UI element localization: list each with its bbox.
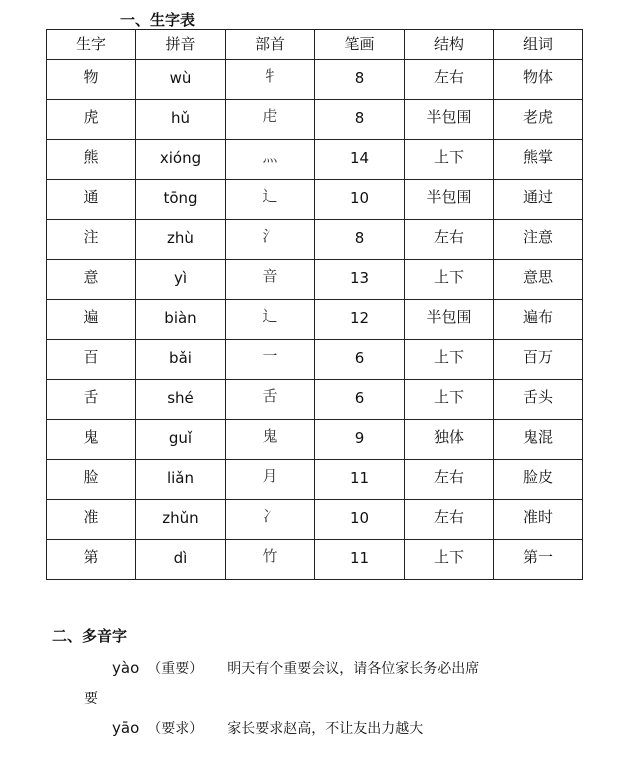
cell-character: 熊 bbox=[83, 148, 99, 166]
cell-strokes: 6 bbox=[354, 389, 365, 407]
cell-strokes: 6 bbox=[354, 349, 365, 367]
cell-character: 注 bbox=[83, 228, 99, 246]
table-cell bbox=[405, 420, 494, 460]
table-cell bbox=[405, 260, 494, 300]
cell-pinyin: shé bbox=[167, 389, 194, 407]
polyphone-character: 要 bbox=[84, 691, 98, 707]
cell-structure: 上下 bbox=[433, 268, 464, 286]
cell-words: 鬼混 bbox=[522, 428, 553, 446]
table-cell bbox=[494, 500, 583, 540]
table-cell bbox=[47, 420, 136, 460]
cell-strokes: 8 bbox=[354, 109, 365, 127]
table-cell bbox=[494, 420, 583, 460]
cell-strokes: 9 bbox=[354, 429, 365, 447]
header-pinyin: 拼音 bbox=[136, 30, 226, 60]
table-cell bbox=[47, 100, 136, 140]
cell-structure: 半包围 bbox=[426, 108, 472, 126]
cell-structure: 上下 bbox=[433, 548, 464, 566]
table-cell bbox=[136, 300, 226, 340]
table-cell bbox=[494, 100, 583, 140]
polyphone-reading-1 bbox=[112, 658, 479, 678]
header-character: 生字 bbox=[47, 30, 136, 60]
table-cell bbox=[494, 540, 583, 580]
table-cell bbox=[494, 300, 583, 340]
table-cell bbox=[405, 140, 494, 180]
table-row bbox=[47, 460, 583, 500]
table-cell bbox=[226, 540, 315, 580]
reading-pinyin: yào bbox=[112, 659, 140, 677]
cell-radical: 辶 bbox=[262, 307, 278, 325]
cell-radical: 氵 bbox=[262, 227, 278, 245]
cell-pinyin: biàn bbox=[164, 309, 197, 327]
cell-words: 意思 bbox=[522, 268, 553, 286]
cell-character: 准 bbox=[83, 508, 99, 526]
table-cell bbox=[405, 180, 494, 220]
cell-character: 意 bbox=[83, 268, 99, 286]
table-cell bbox=[136, 380, 226, 420]
table-cell bbox=[315, 340, 405, 380]
cell-character: 遍 bbox=[83, 308, 99, 326]
header-radical: 部首 bbox=[226, 30, 315, 60]
table-cell bbox=[494, 260, 583, 300]
table-cell bbox=[494, 220, 583, 260]
table-row bbox=[47, 420, 583, 460]
table-cell bbox=[405, 100, 494, 140]
table-row bbox=[47, 180, 583, 220]
table-row bbox=[47, 260, 583, 300]
cell-words: 熊掌 bbox=[522, 148, 553, 166]
table-cell bbox=[136, 260, 226, 300]
reading-pinyin: yāo bbox=[112, 719, 140, 737]
cell-radical: 音 bbox=[262, 267, 278, 285]
cell-strokes: 11 bbox=[349, 549, 370, 567]
cell-structure: 左右 bbox=[433, 468, 464, 486]
cell-radical: 竹 bbox=[262, 547, 278, 565]
reading-word: （重要） bbox=[147, 661, 204, 677]
table-cell bbox=[47, 260, 136, 300]
table-cell bbox=[226, 140, 315, 180]
cell-radical: 冫 bbox=[262, 507, 278, 525]
table-row bbox=[47, 220, 583, 260]
cell-strokes: 8 bbox=[354, 229, 365, 247]
table-cell bbox=[315, 100, 405, 140]
cell-character: 舌 bbox=[83, 388, 99, 406]
cell-pinyin: bǎi bbox=[169, 349, 192, 367]
cell-radical: 虍 bbox=[262, 107, 278, 125]
table-cell bbox=[405, 220, 494, 260]
cell-strokes: 14 bbox=[349, 149, 370, 167]
cell-structure: 左右 bbox=[433, 228, 464, 246]
cell-words: 遍布 bbox=[522, 308, 553, 326]
table-cell bbox=[494, 380, 583, 420]
cell-pinyin: xióng bbox=[159, 149, 202, 167]
cell-strokes: 10 bbox=[349, 189, 370, 207]
table-cell bbox=[136, 140, 226, 180]
cell-strokes: 12 bbox=[349, 309, 370, 327]
table-cell bbox=[315, 540, 405, 580]
table-cell bbox=[494, 340, 583, 380]
reading-sentence: 明天有个重要会议，请各位家长务必出席 bbox=[227, 661, 480, 677]
cell-words: 物体 bbox=[522, 68, 553, 86]
character-table bbox=[46, 29, 583, 580]
cell-character: 鬼 bbox=[83, 428, 99, 446]
cell-structure: 上下 bbox=[433, 148, 464, 166]
table-cell bbox=[226, 260, 315, 300]
cell-pinyin: hǔ bbox=[170, 109, 190, 127]
cell-pinyin: wù bbox=[169, 69, 192, 87]
polyphone-reading-2 bbox=[112, 718, 423, 738]
table-cell bbox=[47, 340, 136, 380]
cell-strokes: 10 bbox=[349, 509, 370, 527]
table-cell bbox=[47, 140, 136, 180]
table-cell bbox=[136, 500, 226, 540]
table-row bbox=[47, 60, 583, 100]
table-cell bbox=[47, 220, 136, 260]
cell-radical: 一 bbox=[262, 347, 278, 365]
cell-strokes: 13 bbox=[349, 269, 370, 287]
header-words: 组词 bbox=[494, 30, 583, 60]
cell-words: 准时 bbox=[522, 508, 553, 526]
table-cell bbox=[136, 180, 226, 220]
cell-words: 老虎 bbox=[522, 108, 553, 126]
cell-radical: 辶 bbox=[262, 187, 278, 205]
cell-pinyin: zhǔn bbox=[162, 509, 199, 527]
table-cell bbox=[47, 180, 136, 220]
table-cell bbox=[405, 460, 494, 500]
table-cell bbox=[405, 500, 494, 540]
cell-structure: 上下 bbox=[433, 388, 464, 406]
cell-character: 第 bbox=[83, 548, 99, 566]
cell-radical: 牜 bbox=[262, 67, 278, 85]
table-cell bbox=[47, 540, 136, 580]
cell-structure: 独体 bbox=[433, 428, 464, 446]
table-cell bbox=[315, 300, 405, 340]
cell-character: 虎 bbox=[83, 108, 99, 126]
cell-structure: 半包围 bbox=[426, 188, 472, 206]
table-cell bbox=[136, 340, 226, 380]
header-strokes: 笔画 bbox=[315, 30, 405, 60]
table-cell bbox=[315, 260, 405, 300]
section-title-polyphonic: 二、多音字 bbox=[52, 627, 128, 645]
table-cell bbox=[47, 500, 136, 540]
table-cell bbox=[494, 460, 583, 500]
cell-words: 脸皮 bbox=[522, 468, 553, 486]
cell-words: 通过 bbox=[522, 188, 553, 206]
table-cell bbox=[47, 460, 136, 500]
cell-radical: 鬼 bbox=[262, 427, 278, 445]
cell-structure: 上下 bbox=[433, 348, 464, 366]
table-cell bbox=[226, 220, 315, 260]
table-cell bbox=[315, 460, 405, 500]
cell-radical: 舌 bbox=[262, 387, 278, 405]
header-structure: 结构 bbox=[405, 30, 494, 60]
cell-pinyin: zhù bbox=[167, 229, 194, 247]
table-row bbox=[47, 500, 583, 540]
cell-character: 脸 bbox=[83, 468, 99, 486]
table-header-row bbox=[47, 30, 583, 60]
cell-words: 注意 bbox=[522, 228, 553, 246]
table-cell bbox=[226, 340, 315, 380]
cell-pinyin: yì bbox=[173, 269, 188, 287]
table-cell bbox=[405, 300, 494, 340]
table-cell bbox=[226, 500, 315, 540]
cell-radical: 月 bbox=[262, 467, 278, 485]
cell-words: 第一 bbox=[522, 548, 553, 566]
table-cell bbox=[315, 500, 405, 540]
table-cell bbox=[315, 140, 405, 180]
table-cell bbox=[226, 380, 315, 420]
cell-strokes: 8 bbox=[354, 69, 365, 87]
reading-word: （要求） bbox=[147, 721, 204, 737]
cell-pinyin: tōng bbox=[163, 189, 198, 207]
table-row bbox=[47, 140, 583, 180]
cell-radical: 灬 bbox=[262, 147, 278, 165]
table-cell bbox=[405, 60, 494, 100]
table-cell bbox=[226, 460, 315, 500]
table-row bbox=[47, 300, 583, 340]
cell-structure: 半包围 bbox=[426, 308, 472, 326]
table-cell bbox=[494, 60, 583, 100]
table-cell bbox=[226, 60, 315, 100]
table-row bbox=[47, 540, 583, 580]
table-cell bbox=[226, 300, 315, 340]
table-cell bbox=[136, 460, 226, 500]
table-cell bbox=[136, 100, 226, 140]
table-cell bbox=[405, 380, 494, 420]
table-cell bbox=[315, 380, 405, 420]
cell-character: 百 bbox=[83, 348, 99, 366]
table-cell bbox=[315, 420, 405, 460]
table-cell bbox=[494, 140, 583, 180]
table-row bbox=[47, 340, 583, 380]
table-cell bbox=[226, 420, 315, 460]
table-cell bbox=[226, 180, 315, 220]
table-row bbox=[47, 380, 583, 420]
cell-strokes: 11 bbox=[349, 469, 370, 487]
table-cell bbox=[405, 540, 494, 580]
table-cell bbox=[136, 540, 226, 580]
cell-structure: 左右 bbox=[433, 68, 464, 86]
cell-pinyin: guǐ bbox=[168, 429, 193, 447]
cell-character: 物 bbox=[83, 68, 99, 86]
cell-words: 舌头 bbox=[522, 388, 553, 406]
table-cell bbox=[315, 60, 405, 100]
cell-structure: 左右 bbox=[433, 508, 464, 526]
table-cell bbox=[405, 340, 494, 380]
table-row bbox=[47, 100, 583, 140]
cell-character: 通 bbox=[83, 188, 99, 206]
table-cell bbox=[136, 220, 226, 260]
table-cell bbox=[315, 220, 405, 260]
cell-words: 百万 bbox=[522, 348, 553, 366]
table-cell bbox=[494, 180, 583, 220]
table-cell bbox=[315, 180, 405, 220]
table-cell bbox=[136, 420, 226, 460]
cell-pinyin: liǎn bbox=[166, 469, 195, 487]
cell-pinyin: dì bbox=[173, 549, 188, 567]
reading-sentence: 家长要求赵高，不让友出力越大 bbox=[227, 721, 424, 737]
section-title-characters: 一、生字表 bbox=[120, 11, 196, 29]
table-cell bbox=[136, 60, 226, 100]
table-cell bbox=[47, 300, 136, 340]
table-cell bbox=[47, 60, 136, 100]
table-cell bbox=[226, 100, 315, 140]
table-cell bbox=[47, 380, 136, 420]
